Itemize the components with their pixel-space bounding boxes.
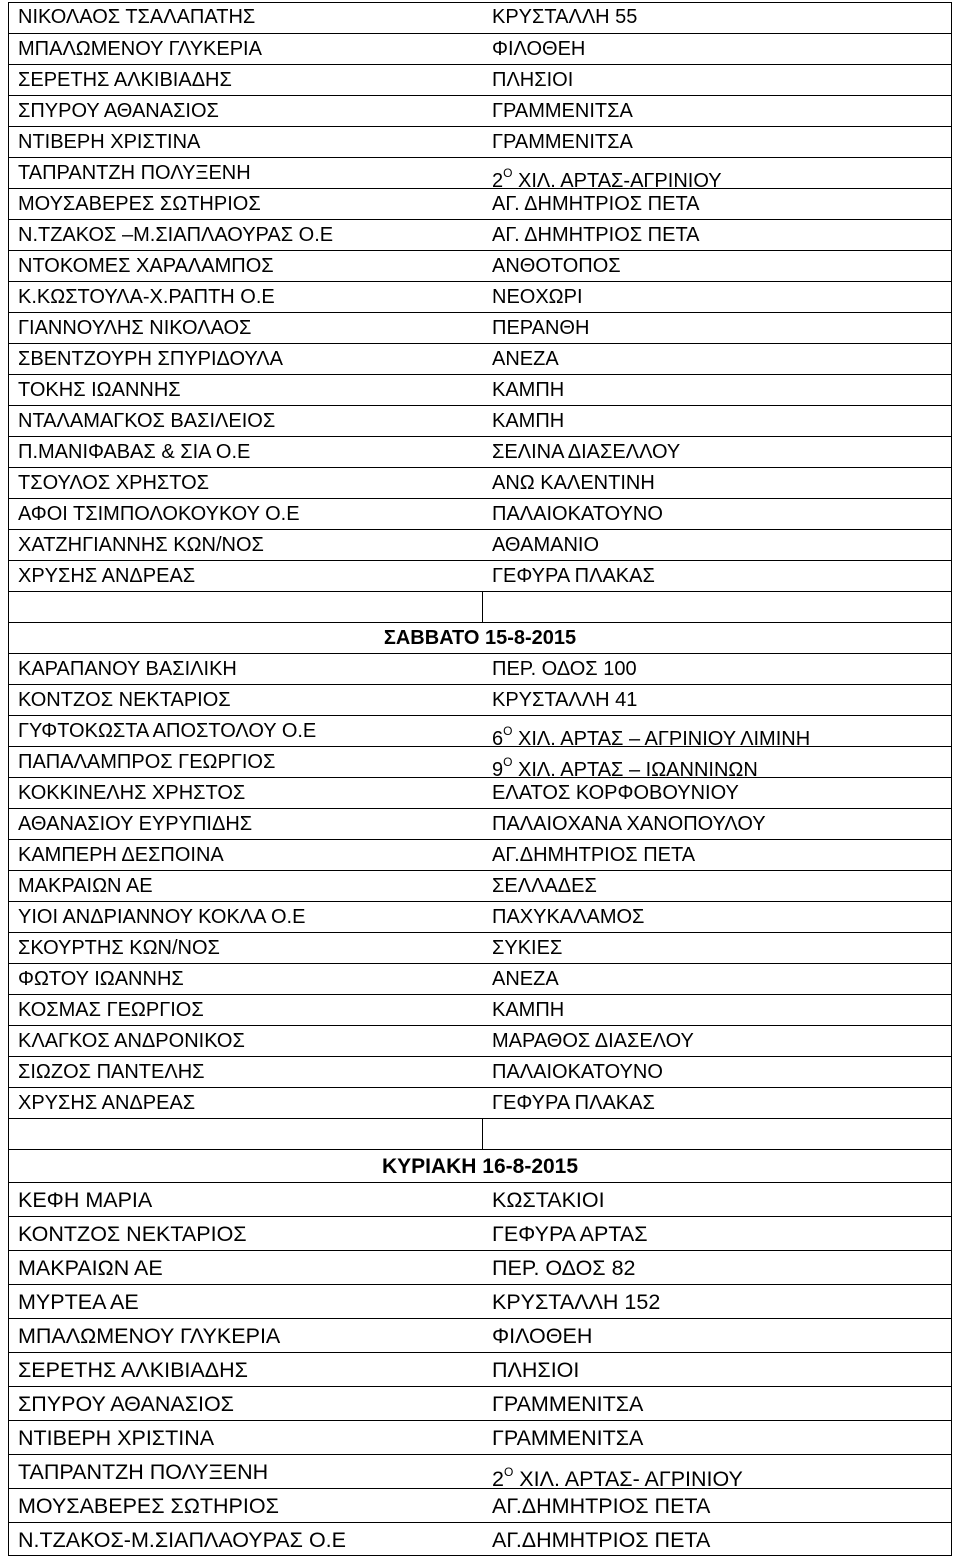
pharmacy-location xyxy=(492,809,766,840)
table-row xyxy=(8,95,952,126)
pharmacy-name: Ν.ΤΖΑΚΟΣ –Μ.ΣΙΑΠΛΑΟΥΡΑΣ Ο.Ε xyxy=(18,224,334,246)
location-text: ΜΑΡΑΘΟΣ ΔΙΑΣΕΛΟΥ xyxy=(492,1030,694,1052)
table-row xyxy=(8,436,952,467)
location-text: ΠΑΛΑΙΟΚΑΤΟΥΝΟ xyxy=(492,1061,663,1083)
table-row xyxy=(8,64,952,95)
pharmacy-location xyxy=(492,65,573,96)
table-row xyxy=(8,1352,952,1386)
header-text: ΣΑΒΒΑΤΟ 15-8-2015 xyxy=(383,627,577,649)
location-text: ΑΓ.ΔΗΜΗΤΡΙΟΣ ΠΕΤΑ xyxy=(492,1528,711,1552)
pharmacy-name: ΥΙΟΙ ΑΝΔΡΙΑΝΝΟΥ ΚΟΚΛΑ Ο.Ε xyxy=(18,906,306,928)
pharmacy-name: ΣΒΕΝΤΖΟΥΡΗ ΣΠΥΡΙΔΟΥΛΑ xyxy=(18,348,283,370)
pharmacy-location xyxy=(492,34,585,65)
pharmacy-location xyxy=(492,313,589,344)
table-row xyxy=(8,684,952,715)
location-text: ΓΕΦΥΡΑ ΑΡΤΑΣ xyxy=(492,1222,648,1246)
table-row xyxy=(8,1386,952,1420)
blank-row xyxy=(8,591,952,622)
pharmacy-name: ΝΤΟΚΟΜΕΣ ΧΑΡΑΛΑΜΠΟΣ xyxy=(18,255,274,277)
table-row xyxy=(8,219,952,250)
pharmacy-name: ΝΙΚΟΛΑΟΣ ΤΣΑΛΑΠΑΤΗΣ xyxy=(18,6,256,28)
location-text: ΠΕΡ. ΟΔΟΣ 100 xyxy=(492,658,637,680)
pharmacy-name: ΝΤΙΒΕΡΗ ΧΡΙΣΤΙΝΑ xyxy=(18,131,201,153)
pharmacy-location xyxy=(492,561,655,592)
pharmacy-name: ΠΑΠΑΛΑΜΠΡΟΣ ΓΕΩΡΓΙΟΣ xyxy=(18,751,276,773)
location-number: 9 xyxy=(492,759,504,781)
table-row xyxy=(8,1025,952,1056)
location-text: ΑΓ.ΔΗΜΗΤΡΙΟΣ ΠΕΤΑ xyxy=(492,1494,711,1518)
section-saturday xyxy=(8,653,952,1118)
pharmacy-name: ΑΘΑΝΑΣΙΟΥ ΕΥΡΥΠΙΔΗΣ xyxy=(18,813,253,835)
pharmacy-name: ΦΩΤΟΥ ΙΩΑΝΝΗΣ xyxy=(18,968,184,990)
pharmacy-location xyxy=(492,1057,663,1088)
table-row xyxy=(8,963,952,994)
location-text: ΕΛΑΤΟΣ ΚΟΡΦΟΒΟΥΝΙΟΥ xyxy=(492,782,739,804)
location-text: ΠΕΡ. ΟΔΟΣ 82 xyxy=(492,1256,636,1280)
table-row xyxy=(8,374,952,405)
pharmacy-location xyxy=(492,933,562,964)
table-row xyxy=(8,1087,952,1118)
section-header-sunday xyxy=(8,1149,952,1182)
table-row xyxy=(8,2,952,33)
pharmacy-location xyxy=(492,406,564,437)
table-row xyxy=(8,1318,952,1352)
pharmacy-name: ΚΟΝΤΖΟΣ ΝΕΚΤΑΡΙΟΣ xyxy=(18,1222,247,1246)
pharmacy-name: Ν.ΤΖΑΚΟΣ-Μ.ΣΙΑΠΛΑΟΥΡΑΣ Ο.Ε xyxy=(18,1528,346,1552)
pharmacy-name: ΤΑΠΡΑΝΤΖΗ ΠΟΛΥΞΕΝΗ xyxy=(18,1460,269,1484)
location-text: ΧΙΛ. ΑΡΤΑΣ – ΙΩΑΝΝΙΝΩΝ xyxy=(518,759,758,781)
pharmacy-location xyxy=(492,1026,694,1057)
table-row xyxy=(8,126,952,157)
location-text: ΓΕΦΥΡΑ ΠΛΑΚΑΣ xyxy=(492,565,655,587)
table-row xyxy=(8,1420,952,1454)
table-row xyxy=(8,1284,952,1318)
section-pre-saturday xyxy=(8,2,952,591)
section-sunday xyxy=(8,1182,952,1556)
location-text: ΓΡΑΜΜΕΝΙΤΣΑ xyxy=(492,1392,644,1416)
location-superscript: Ο xyxy=(503,724,513,738)
location-text: ΠΑΛΑΙΟΧΑΝΑ ΧΑΝΟΠΟΥΛΟΥ xyxy=(492,813,766,835)
location-number: 6 xyxy=(492,728,504,750)
location-text: ΑΝΘΟΤΟΠΟΣ xyxy=(492,255,621,277)
location-text: ΓΡΑΜΜΕΝΙΤΣΑ xyxy=(492,1426,644,1450)
table-row xyxy=(8,1056,952,1087)
pharmacy-name: ΚΑΜΠΕΡΗ ΔΕΣΠΟΙΝΑ xyxy=(18,844,224,866)
pharmacy-name: ΚΑΡΑΠΑΝΟΥ ΒΑΣΙΛΙΚΗ xyxy=(18,658,237,680)
table-row xyxy=(8,1250,952,1284)
pharmacy-location xyxy=(492,1285,660,1319)
table-row xyxy=(8,901,952,932)
pharmacy-name: ΧΑΤΖΗΓΙΑΝΝΗΣ ΚΩΝ/ΝΟΣ xyxy=(18,534,264,556)
pharmacy-name: ΣΙΩΖΟΣ ΠΑΝΤΕΛΗΣ xyxy=(18,1061,205,1083)
pharmacy-name: Π.ΜΑΝΙΦΑΒΑΣ & ΣΙΑ Ο.Ε xyxy=(18,441,251,463)
pharmacy-location xyxy=(492,499,663,530)
pharmacy-location xyxy=(492,220,700,251)
pharmacy-location xyxy=(492,685,637,716)
pharmacy-location xyxy=(492,1387,643,1421)
pharmacy-location xyxy=(492,96,633,127)
location-text: ΑΓ. ΔΗΜΗΤΡΙΟΣ ΠΕΤΑ xyxy=(492,224,700,246)
blank-row xyxy=(8,1118,952,1149)
location-text: ΚΩΣΤΑΚΙΟΙ xyxy=(492,1188,605,1212)
location-text: ΑΓ. ΔΗΜΗΤΡΙΟΣ ΠΕΤΑ xyxy=(492,193,700,215)
pharmacy-name: ΚΟΝΤΖΟΣ ΝΕΚΤΑΡΙΟΣ xyxy=(18,689,231,711)
location-text: ΓΡΑΜΜΕΝΙΤΣΑ xyxy=(492,131,633,153)
pharmacy-location xyxy=(492,375,564,406)
table-row xyxy=(8,994,952,1025)
pharmacy-location xyxy=(492,251,621,282)
pharmacy-name: ΚΟΣΜΑΣ ΓΕΩΡΓΙΟΣ xyxy=(18,999,204,1021)
pharmacy-name: ΚΟΚΚΙΝΕΛΗΣ ΧΡΗΣΤΟΣ xyxy=(18,782,246,804)
location-superscript: Ο xyxy=(503,1465,514,1479)
pharmacy-location xyxy=(492,189,700,220)
pharmacy-location xyxy=(492,2,637,33)
table-row xyxy=(8,405,952,436)
pharmacy-name: ΣΠΥΡΟΥ ΑΘΑΝΑΣΙΟΣ xyxy=(18,1392,234,1416)
table-row xyxy=(8,312,952,343)
location-text: ΑΝΕΖΑ xyxy=(492,968,559,990)
location-text: ΠΕΡΑΝΘΗ xyxy=(492,317,590,339)
pharmacy-name: ΧΡΥΣΗΣ ΑΝΔΡΕΑΣ xyxy=(18,1092,196,1114)
pharmacy-name: ΜΑΚΡΑΙΩΝ ΑΕ xyxy=(18,1256,163,1280)
table-row xyxy=(8,188,952,219)
location-text: ΚΑΜΠΗ xyxy=(492,999,565,1021)
location-text: ΑΘΑΜΑΝΙΟ xyxy=(492,534,600,556)
pharmacy-location xyxy=(492,1489,710,1523)
pharmacy-location xyxy=(492,871,597,902)
location-text: ΚΑΜΠΗ xyxy=(492,410,565,432)
table-row xyxy=(8,281,952,312)
location-text: ΦΙΛΟΘΕΗ xyxy=(492,38,586,60)
table-row xyxy=(8,715,952,750)
location-text: ΣΕΛΙΝΑ ΔΙΑΣΕΛΛΟΥ xyxy=(492,441,681,463)
table-row xyxy=(8,33,952,64)
pharmacy-name: ΧΡΥΣΗΣ ΑΝΔΡΕΑΣ xyxy=(18,565,196,587)
table-row xyxy=(8,467,952,498)
pharmacy-name: Κ.ΚΩΣΤΟΥΛΑ-Χ.ΡΑΠΤΗ Ο.Ε xyxy=(18,286,275,308)
table-row xyxy=(8,808,952,839)
table-row xyxy=(8,250,952,281)
pharmacy-location xyxy=(492,468,655,499)
pharmacy-location xyxy=(492,1183,605,1217)
pharmacy-location xyxy=(492,1421,643,1455)
location-text: ΠΛΗΣΙΟΙ xyxy=(492,1358,580,1382)
pharmacy-name: ΜΠΑΛΩΜΕΝΟΥ ΓΛΥΚΕΡΙΑ xyxy=(18,38,262,60)
location-text: ΧΙΛ. ΑΡΤΑΣ – ΑΓΡΙΝΙΟΥ ΛΙΜΙΝΗ xyxy=(518,728,811,750)
pharmacy-name: ΣΚΟΥΡΤΗΣ ΚΩΝ/ΝΟΣ xyxy=(18,937,220,959)
pharmacy-name: ΚΛΑΓΚΟΣ ΑΝΔΡΟΝΙΚΟΣ xyxy=(18,1030,245,1052)
section-header-saturday xyxy=(8,622,952,653)
location-text: ΚΡΥΣΤΑΛΛΗ 152 xyxy=(492,1290,661,1314)
pharmacy-location xyxy=(492,1523,710,1557)
location-text: ΦΙΛΟΘΕΗ xyxy=(492,1324,593,1348)
table-row xyxy=(8,343,952,374)
pharmacy-location xyxy=(492,344,559,375)
table-row xyxy=(8,870,952,901)
pharmacy-location xyxy=(492,654,637,685)
location-text: ΓΡΑΜΜΕΝΙΤΣΑ xyxy=(492,100,633,122)
table-row xyxy=(8,839,952,870)
pharmacy-location xyxy=(492,530,599,561)
location-text: ΠΑΛΑΙΟΚΑΤΟΥΝΟ xyxy=(492,503,663,525)
pharmacy-location xyxy=(492,127,633,158)
pharmacy-name: ΣΠΥΡΟΥ ΑΘΑΝΑΣΙΟΣ xyxy=(18,100,219,122)
pharmacy-name: ΜΠΑΛΩΜΕΝΟΥ ΓΛΥΚΕΡΙΑ xyxy=(18,1324,281,1348)
pharmacy-location xyxy=(492,437,680,468)
pharmacy-name: ΚΕΦΗ ΜΑΡΙΑ xyxy=(18,1188,153,1212)
pharmacy-name: ΝΤΙΒΕΡΗ ΧΡΙΣΤΙΝΑ xyxy=(18,1426,215,1450)
table-row xyxy=(8,498,952,529)
table-row xyxy=(8,932,952,963)
pharmacy-location xyxy=(492,1251,636,1285)
location-text: ΣΥΚΙΕΣ xyxy=(492,937,563,959)
header-text: ΚΥΡΙΑΚΗ 16-8-2015 xyxy=(381,1155,579,1178)
pharmacy-name: ΣΕΡΕΤΗΣ ΑΛΚΙΒΙΑΔΗΣ xyxy=(18,1358,248,1382)
pharmacy-location xyxy=(492,995,564,1026)
table-row xyxy=(8,1522,952,1556)
pharmacy-location xyxy=(492,840,695,871)
location-text: ΧΙΛ. ΑΡΤΑΣ-ΑΓΡΙΝΙΟΥ xyxy=(518,170,722,192)
pharmacy-name: ΣΕΡΕΤΗΣ ΑΛΚΙΒΙΑΔΗΣ xyxy=(18,69,232,91)
table-row xyxy=(8,1454,952,1491)
pharmacy-name: ΜΑΚΡΑΙΩΝ ΑΕ xyxy=(18,875,153,897)
pharmacy-name: ΤΣΟΥΛΟΣ ΧΡΗΣΤΟΣ xyxy=(18,472,210,494)
table-row xyxy=(8,560,952,591)
pharmacy-name: ΜΟΥΣΑΒΕΡΕΣ ΣΩΤΗΡΙΟΣ xyxy=(18,193,261,215)
table-row xyxy=(8,653,952,684)
pharmacy-name: ΑΦΟΙ ΤΣΙΜΠΟΛΟΚΟΥΚΟΥ Ο.Ε xyxy=(18,503,300,525)
location-text: ΚΑΜΠΗ xyxy=(492,379,565,401)
location-text: ΧΙΛ. ΑΡΤΑΣ- ΑΓΡΙΝΙΟΥ xyxy=(519,1467,743,1491)
pharmacy-name: ΜΟΥΣΑΒΕΡΕΣ ΣΩΤΗΡΙΟΣ xyxy=(18,1494,279,1518)
location-text: ΠΛΗΣΙΟΙ xyxy=(492,69,574,91)
table-row xyxy=(8,1182,952,1216)
pharmacy-name: ΜΥΡΤΕΑ ΑΕ xyxy=(18,1290,139,1314)
location-text: ΓΕΦΥΡΑ ΠΛΑΚΑΣ xyxy=(492,1092,655,1114)
pharmacy-location xyxy=(492,902,644,933)
pharmacy-location xyxy=(492,964,559,995)
location-text: ΠΑΧΥΚΑΛΑΜΟΣ xyxy=(492,906,645,928)
pharmacy-name: ΤΑΠΡΑΝΤΖΗ ΠΟΛΥΞΕΝΗ xyxy=(18,162,251,184)
location-superscript: Ο xyxy=(503,755,513,769)
pharmacy-location xyxy=(492,1217,648,1251)
table-row xyxy=(8,157,952,192)
pharmacy-name: ΤΟΚΗΣ ΙΩΑΝΝΗΣ xyxy=(18,379,181,401)
table-row xyxy=(8,746,952,781)
location-text: ΑΝΩ ΚΑΛΕΝΤΙΝΗ xyxy=(492,472,655,494)
pharmacy-location xyxy=(492,1319,592,1353)
location-text: ΚΡΥΣΤΑΛΛΗ 41 xyxy=(492,689,638,711)
location-text: ΚΡΥΣΤΑΛΛΗ 55 xyxy=(492,6,638,28)
table-row xyxy=(8,1216,952,1250)
pharmacy-location xyxy=(492,1088,655,1119)
location-number: 2 xyxy=(492,1467,504,1491)
table-row xyxy=(8,1488,952,1522)
pharmacy-name: ΓΥΦΤΟΚΩΣΤΑ ΑΠΟΣΤΟΛΟΥ Ο.Ε xyxy=(18,720,317,742)
location-text: ΝΕΟΧΩΡΙ xyxy=(492,286,583,308)
table-row xyxy=(8,529,952,560)
pharmacy-location xyxy=(492,778,739,809)
pharmacy-name: ΝΤΑΛΑΜΑΓΚΟΣ ΒΑΣΙΛΕΙΟΣ xyxy=(18,410,276,432)
pharmacy-name: ΓΙΑΝΝΟΥΛΗΣ ΝΙΚΟΛΑΟΣ xyxy=(18,317,252,339)
table-row xyxy=(8,777,952,808)
duty-schedule-table xyxy=(8,2,952,1556)
pharmacy-location xyxy=(492,282,583,313)
pharmacy-location xyxy=(492,1353,579,1387)
location-text: ΑΝΕΖΑ xyxy=(492,348,559,370)
location-text: ΣΕΛΛΑΔΕΣ xyxy=(492,875,597,897)
location-number: 2 xyxy=(492,170,504,192)
location-superscript: Ο xyxy=(503,166,513,180)
location-text: ΑΓ.ΔΗΜΗΤΡΙΟΣ ΠΕΤΑ xyxy=(492,844,696,866)
